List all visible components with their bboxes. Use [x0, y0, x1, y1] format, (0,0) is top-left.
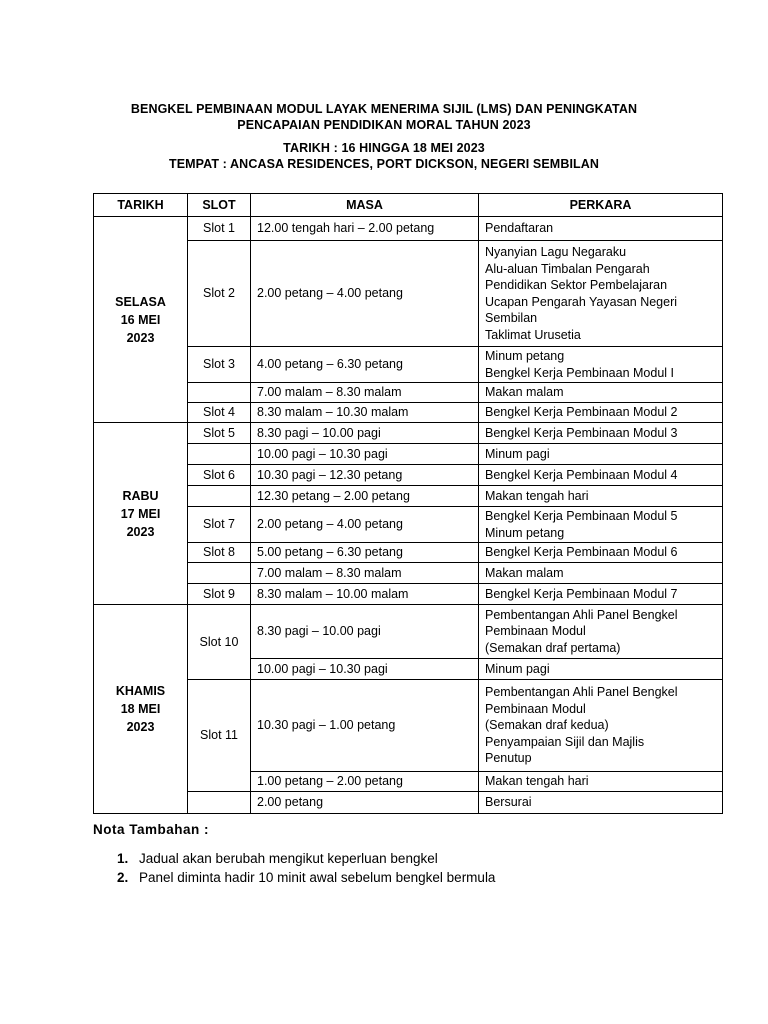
slot-cell: Slot 10	[188, 605, 251, 680]
perkara-cell	[479, 217, 723, 241]
table-row	[94, 563, 723, 584]
masa-cell: 10.00 pagi – 10.30 pagi	[251, 444, 479, 465]
event-info	[0, 140, 768, 172]
note-item	[117, 868, 495, 887]
date-line: TARIKH : 16 HINGGA 18 MEI 2023	[283, 141, 485, 155]
slot-cell: Slot 11	[188, 680, 251, 792]
slot-cell	[188, 792, 251, 814]
perkara-line: Taklimat Urusetia	[485, 327, 581, 342]
perkara-cell	[479, 563, 723, 584]
perkara-line: Makan tengah hari	[485, 488, 589, 503]
table-row	[94, 217, 723, 241]
masa-cell: 1.00 petang – 2.00 petang	[251, 772, 479, 792]
day-line: RABU	[122, 488, 159, 503]
table-row	[94, 792, 723, 814]
perkara-line: Sembilan	[485, 311, 538, 325]
perkara-line: Bengkel Kerja Pembinaan Modul I	[485, 365, 675, 380]
schedule-body	[94, 217, 723, 814]
perkara-cell	[479, 584, 723, 605]
perkara-line: Bengkel Kerja Pembinaan Modul 7	[485, 586, 678, 601]
document-title	[0, 101, 768, 133]
perkara-line: Pembinaan Modul	[485, 624, 586, 639]
table-row	[94, 444, 723, 465]
title-line-1: BENGKEL PEMBINAAN MODUL LAYAK MENERIMA SIJIL (LMS) DAN PENINGKATAN	[130, 102, 638, 116]
perkara-cell	[479, 403, 723, 423]
masa-cell: 2.00 petang	[251, 792, 479, 814]
perkara-line: (Semakan draf pertama)	[485, 640, 621, 655]
table-row	[94, 383, 723, 403]
perkara-line: Penutup	[485, 751, 532, 766]
perkara-line: Bengkel Kerja Pembinaan Modul 6	[485, 545, 678, 560]
title-line-2: PENCAPAIAN PENDIDIKAN MORAL TAHUN 2023	[237, 118, 531, 132]
masa-cell: 8.30 pagi – 10.00 pagi	[251, 605, 479, 659]
day-line: SELASA	[115, 294, 166, 309]
perkara-line: Penyampaian Sijil dan Majlis	[485, 734, 645, 749]
slot-cell	[188, 486, 251, 507]
perkara-line: Minum petang	[485, 349, 565, 363]
masa-cell: 10.00 pagi – 10.30 pagi	[251, 659, 479, 680]
perkara-cell	[479, 465, 723, 486]
masa-cell: 5.00 petang – 6.30 petang	[251, 543, 479, 563]
day-line: 2023	[126, 330, 155, 345]
perkara-cell	[479, 486, 723, 507]
perkara-line: Bengkel Kerja Pembinaan Modul 5	[485, 509, 678, 523]
masa-cell: 4.00 petang – 6.30 petang	[251, 347, 479, 383]
note-number: 1.	[117, 851, 129, 866]
perkara-line: Pendidikan Sektor Pembelajaran	[485, 278, 668, 292]
masa-cell: 7.00 malam – 8.30 malam	[251, 563, 479, 584]
slot-cell: Slot 7	[188, 507, 251, 543]
perkara-line: (Semakan draf kedua)	[485, 718, 609, 733]
note-text: Jadual akan berubah mengikut keperluan bengkel	[139, 851, 438, 866]
perkara-cell	[479, 543, 723, 563]
masa-cell: 10.30 pagi – 12.30 petang	[251, 465, 479, 486]
table-row	[94, 507, 723, 543]
perkara-cell	[479, 659, 723, 680]
slot-cell: Slot 1	[188, 217, 251, 241]
slot-cell	[188, 444, 251, 465]
notes-title: Nota Tambahan :	[93, 822, 210, 837]
schedule-table	[93, 193, 723, 814]
day-line: 16 MEI	[120, 312, 161, 327]
perkara-line: Makan malam	[485, 385, 564, 400]
perkara-line: Minum pagi	[485, 661, 550, 676]
perkara-cell	[479, 792, 723, 814]
perkara-cell	[479, 423, 723, 444]
perkara-cell	[479, 772, 723, 792]
header-perkara: PERKARA	[479, 194, 723, 217]
note-item	[117, 849, 495, 868]
perkara-line: Pembinaan Modul	[485, 701, 586, 716]
masa-cell: 8.30 malam – 10.00 malam	[251, 584, 479, 605]
day-cell	[94, 217, 188, 423]
slot-cell: Slot 5	[188, 423, 251, 444]
table-row	[94, 347, 723, 383]
slot-cell: Slot 8	[188, 543, 251, 563]
perkara-line: Ucapan Pengarah Yayasan Negeri	[485, 294, 678, 309]
slot-cell: Slot 3	[188, 347, 251, 383]
day-line: 17 MEI	[120, 506, 161, 521]
perkara-line: Bengkel Kerja Pembinaan Modul 3	[485, 425, 678, 440]
perkara-line: Makan malam	[485, 565, 564, 580]
perkara-line: Alu-aluan Timbalan Pengarah	[485, 261, 650, 276]
perkara-line: Minum pagi	[485, 446, 550, 461]
venue-line: TEMPAT : ANCASA RESIDENCES, PORT DICKSON, NEGERI SEMBILAN	[168, 157, 600, 171]
masa-cell: 7.00 malam – 8.30 malam	[251, 383, 479, 403]
slot-cell: Slot 6	[188, 465, 251, 486]
slot-cell	[188, 563, 251, 584]
masa-cell: 8.30 malam – 10.30 malam	[251, 403, 479, 423]
header-masa: MASA	[251, 194, 479, 217]
slot-cell	[188, 383, 251, 403]
masa-cell: 12.30 petang – 2.00 petang	[251, 486, 479, 507]
day-line: 2023	[126, 720, 155, 734]
table-row	[94, 403, 723, 423]
perkara-line: Nyanyian Lagu Negaraku	[485, 245, 627, 259]
table-row	[94, 680, 723, 772]
perkara-line: Pembentangan Ahli Panel Bengkel	[485, 685, 678, 700]
day-line: KHAMIS	[115, 684, 166, 698]
table-row	[94, 486, 723, 507]
perkara-line: Minum petang	[485, 525, 565, 540]
table-row	[94, 465, 723, 486]
table-row	[94, 584, 723, 605]
table-header-row	[94, 194, 723, 217]
table-row	[94, 543, 723, 563]
day-line: 18 MEI	[120, 702, 161, 716]
perkara-line: Bengkel Kerja Pembinaan Modul 4	[485, 467, 678, 482]
header-slot: SLOT	[188, 194, 251, 217]
table-row	[94, 423, 723, 444]
perkara-cell	[479, 347, 723, 383]
perkara-cell	[479, 383, 723, 403]
note-text: Panel diminta hadir 10 minit awal sebelum bengkel bermula	[139, 870, 496, 885]
slot-cell: Slot 4	[188, 403, 251, 423]
masa-cell: 8.30 pagi – 10.00 pagi	[251, 423, 479, 444]
table-row	[94, 605, 723, 659]
masa-cell: 2.00 petang – 4.00 petang	[251, 507, 479, 543]
perkara-cell	[479, 444, 723, 465]
masa-cell: 10.30 pagi – 1.00 petang	[251, 680, 479, 772]
day-cell	[94, 605, 188, 814]
perkara-cell	[479, 680, 723, 772]
perkara-cell	[479, 605, 723, 659]
perkara-cell	[479, 507, 723, 543]
slot-cell: Slot 2	[188, 241, 251, 347]
perkara-cell	[479, 241, 723, 347]
masa-cell: 2.00 petang – 4.00 petang	[251, 241, 479, 347]
notes-list	[117, 849, 495, 887]
header-tarikh: TARIKH	[94, 194, 188, 217]
perkara-line: Pendaftaran	[485, 221, 554, 236]
perkara-line: Makan tengah hari	[485, 774, 589, 789]
note-number: 2.	[117, 870, 129, 885]
day-cell	[94, 423, 188, 605]
slot-cell: Slot 9	[188, 584, 251, 605]
perkara-line: Bersurai	[485, 795, 532, 810]
perkara-line: Pembentangan Ahli Panel Bengkel	[485, 607, 678, 622]
masa-cell: 12.00 tengah hari – 2.00 petang	[251, 217, 479, 241]
day-line: 2023	[126, 524, 155, 539]
perkara-line: Bengkel Kerja Pembinaan Modul 2	[485, 405, 678, 420]
table-row	[94, 241, 723, 347]
